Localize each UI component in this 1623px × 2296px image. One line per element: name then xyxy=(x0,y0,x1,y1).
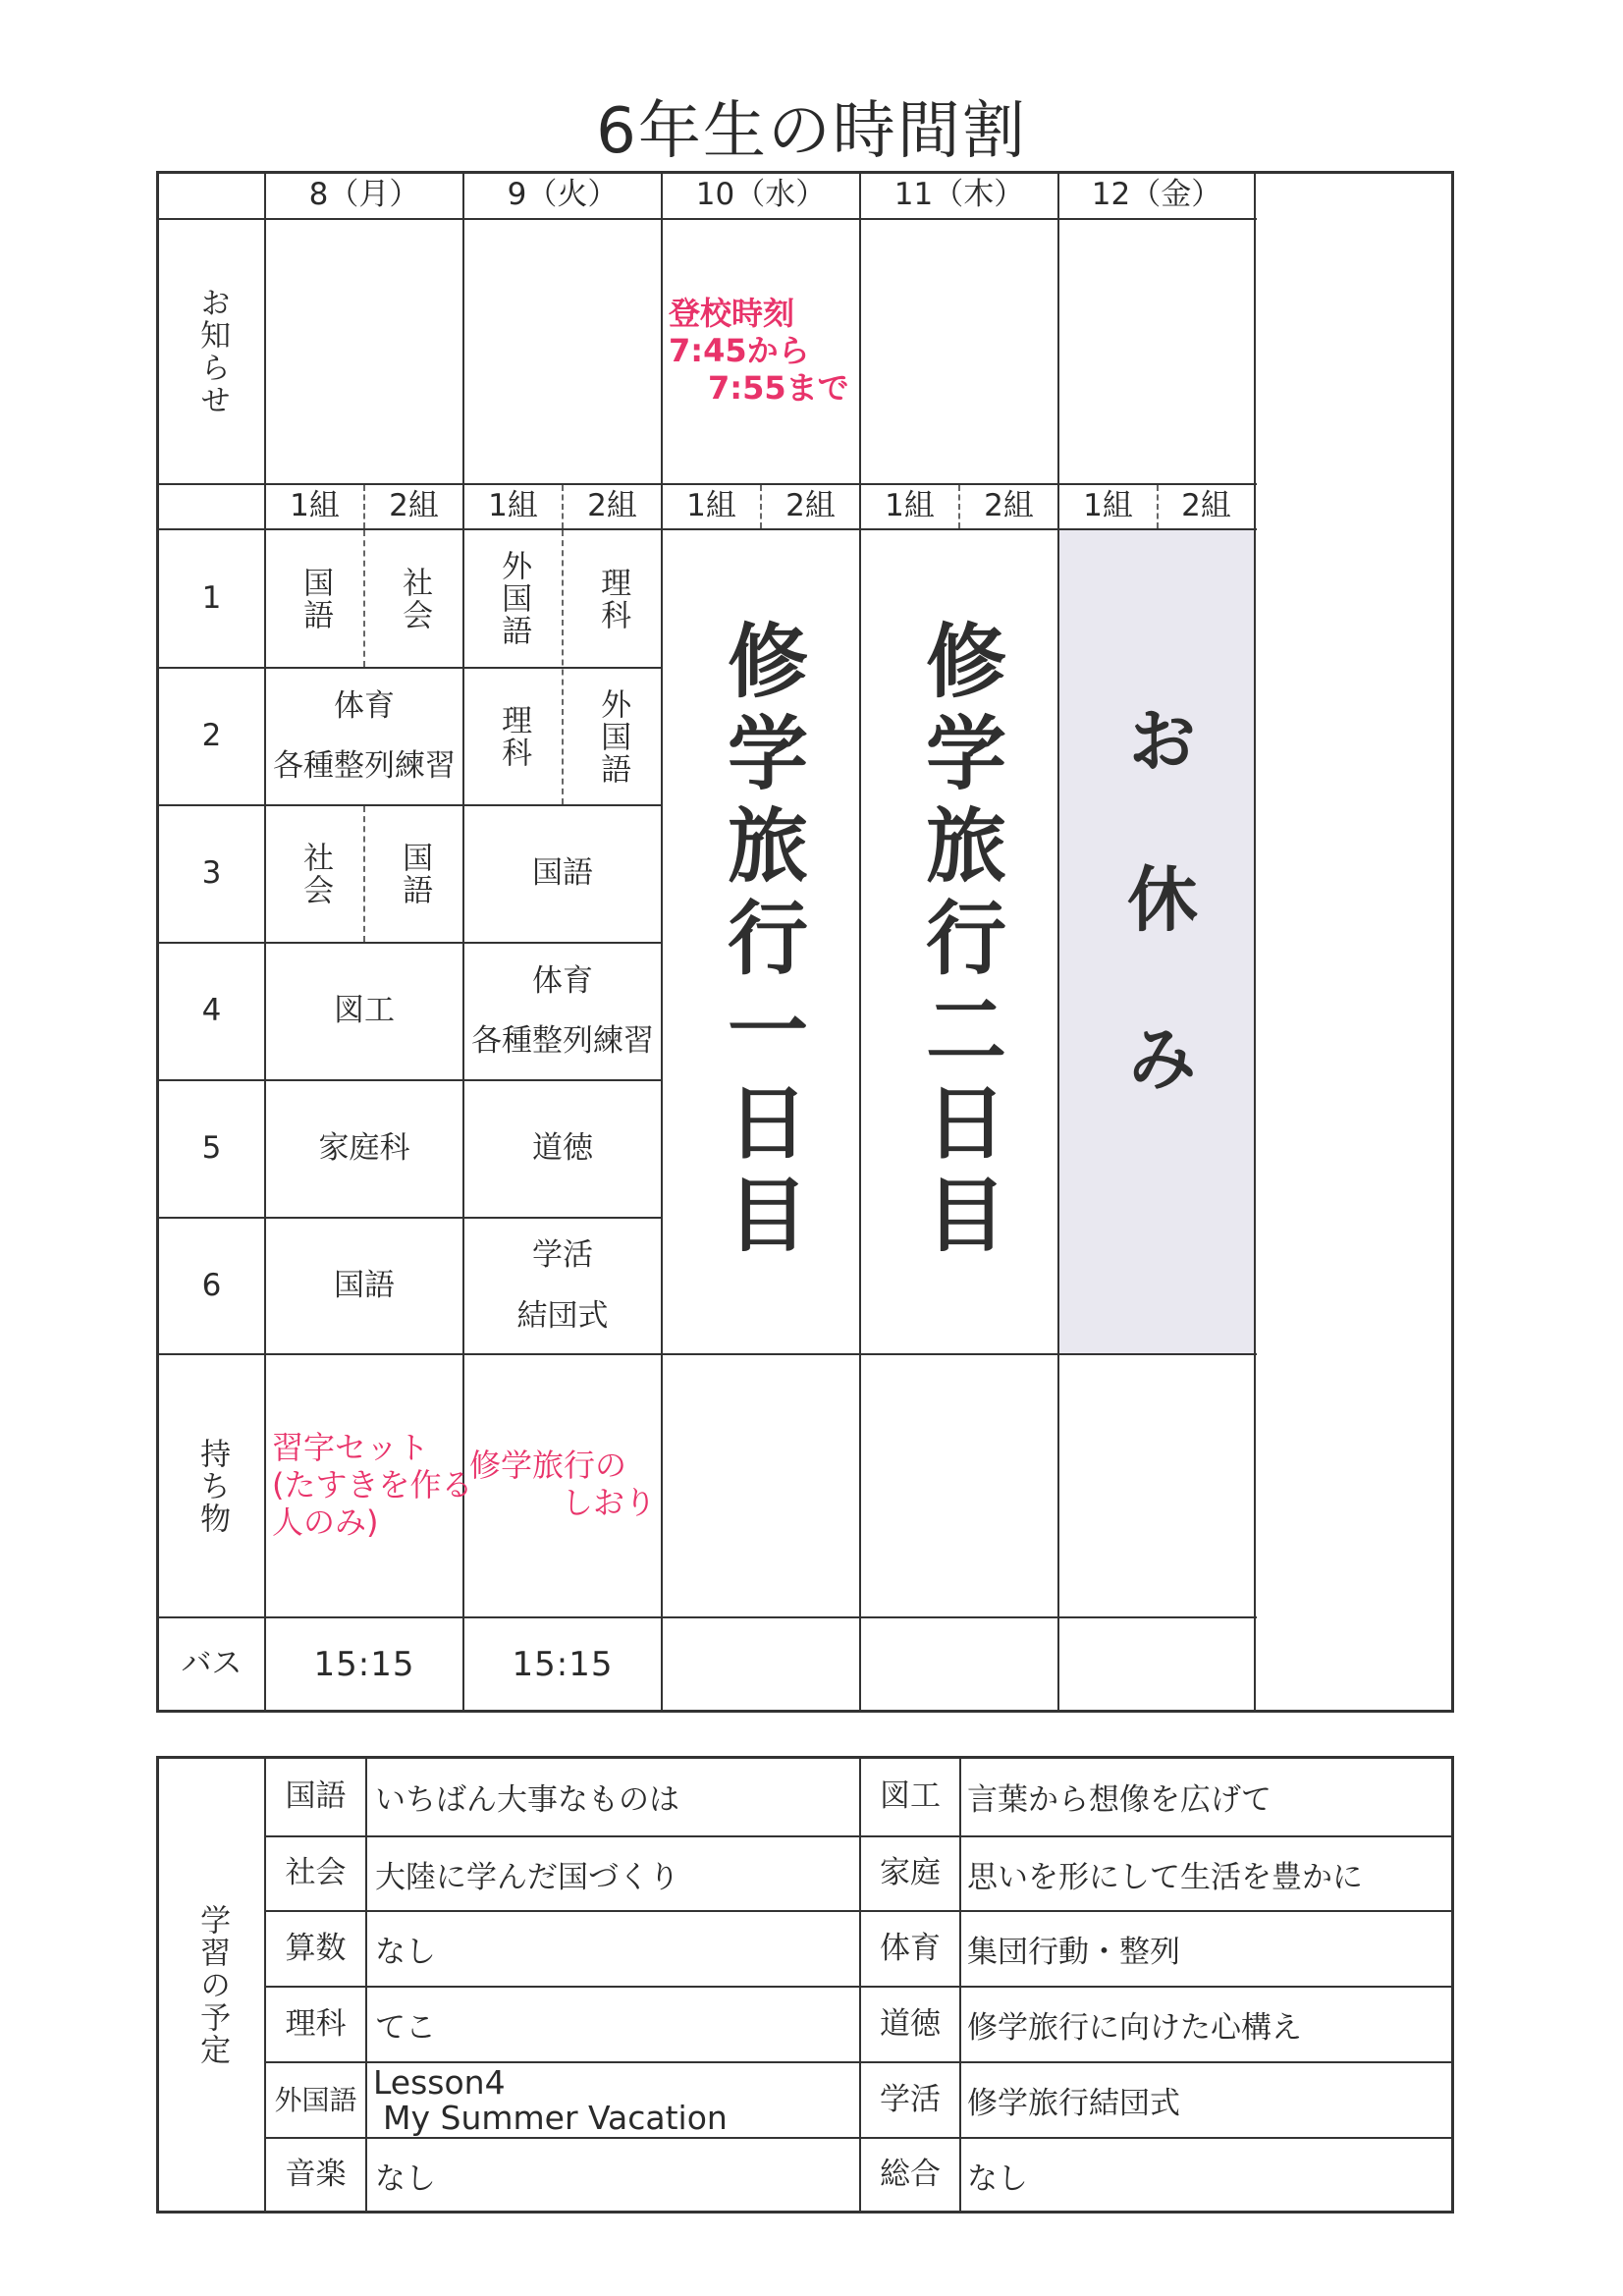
wed-trip-block xyxy=(663,530,859,1353)
belongings-mon xyxy=(272,1429,473,1541)
plan-text-right-4: 修学旅行に向けた心構え xyxy=(967,2010,1302,2046)
belongings-row-label: 持ち物 xyxy=(194,1437,231,1535)
class-label-thu-2: 2組 xyxy=(984,488,1034,524)
mon-p4: 図工 xyxy=(334,993,395,1029)
wed-trip-text: 修学旅行一日目 xyxy=(714,619,808,1265)
bus-time-tue: 15:15 xyxy=(512,1644,614,1684)
class-label-fri-2: 2組 xyxy=(1181,488,1231,524)
class-label-wed-2: 2組 xyxy=(785,488,836,524)
belongings-tue-line1: 修学旅行の xyxy=(469,1447,627,1484)
plan-subject-left-6: 音楽 xyxy=(285,2157,347,2193)
plan-subject-right-4: 道徳 xyxy=(880,2005,941,2042)
day-header-thu: 11（木） xyxy=(893,177,1025,213)
tue-p4 xyxy=(464,944,661,1079)
plan-text-left-2: 大陸に学んだ国づくり xyxy=(375,1859,679,1895)
mon-p2 xyxy=(266,669,462,804)
plan-heading: 学習の予定 xyxy=(194,1903,231,2066)
tue-p5: 道徳 xyxy=(532,1130,593,1167)
plan-subject-right-6: 総合 xyxy=(880,2157,941,2193)
period-label-3: 3 xyxy=(201,855,222,892)
plan-text-right-6: なし xyxy=(967,2160,1028,2197)
thu-trip-text: 修学旅行二日目 xyxy=(912,619,1006,1265)
plan-text-left-5 xyxy=(373,2063,854,2137)
plan-subject-left-3: 算数 xyxy=(285,1930,347,1966)
tue-p3: 国語 xyxy=(532,855,593,892)
period-label-5: 5 xyxy=(201,1130,222,1167)
plan-text-left-5-line2: My Summer Vacation xyxy=(383,2098,728,2137)
day-header-mon: 8（月） xyxy=(308,177,420,213)
plan-subject-left-1: 国語 xyxy=(285,1777,347,1814)
notice-wed-line2: 7:45から xyxy=(669,332,810,369)
day-header-fri: 12（金） xyxy=(1091,177,1222,213)
plan-text-left-5-line1: Lesson4 xyxy=(373,2062,506,2102)
tue-p4-line2: 各種整列練習 xyxy=(471,1023,654,1059)
bus-row-label: バス xyxy=(181,1646,243,1682)
plan-subject-right-2: 家庭 xyxy=(880,1855,941,1891)
day-header-wed: 10（水） xyxy=(695,177,827,213)
period-label-4: 4 xyxy=(201,993,222,1029)
tue-p6 xyxy=(464,1219,661,1353)
plan-text-right-2: 思いを形にして生活を豊かに xyxy=(967,1859,1363,1895)
belongings-mon-line3: 人のみ) xyxy=(272,1503,379,1541)
class-label-tue-1: 1組 xyxy=(488,488,538,524)
plan-text-left-1: いちばん大事なものは xyxy=(375,1782,679,1818)
plan-text-right-1: 言葉から想像を広げて xyxy=(967,1782,1271,1818)
class-label-wed-1: 1組 xyxy=(686,488,736,524)
tue-p1-class1: 外国語 xyxy=(496,550,532,647)
mon-p2-line2: 各種整列練習 xyxy=(273,748,456,784)
mon-p2-line1: 体育 xyxy=(334,687,395,724)
class-label-fri-1: 1組 xyxy=(1083,488,1133,524)
plan-text-right-3: 集団行動・整列 xyxy=(967,1935,1180,1970)
notice-wed xyxy=(669,295,859,407)
plan-subject-left-5: 外国語 xyxy=(274,2083,357,2116)
plan-text-right-5: 修学旅行結団式 xyxy=(967,2086,1180,2121)
page-title: 6年生の時間割 xyxy=(596,95,1027,168)
plan-text-left-6: なし xyxy=(375,2160,436,2197)
plan-text-left-3: なし xyxy=(375,1935,436,1970)
fri-holiday-block xyxy=(1059,530,1254,1353)
belongings-mon-line2: (たすきを作る xyxy=(272,1466,473,1503)
tue-p1-class2: 理科 xyxy=(595,566,631,631)
mon-p5: 家庭科 xyxy=(318,1130,410,1167)
tue-p4-line1: 体育 xyxy=(532,962,593,999)
tue-p2-class2: 外国語 xyxy=(595,687,631,786)
mon-p6: 国語 xyxy=(334,1267,395,1303)
plan-subject-right-5: 学活 xyxy=(880,2081,941,2117)
class-label-tue-2: 2組 xyxy=(587,488,637,524)
period-label-6: 6 xyxy=(201,1267,222,1303)
plan-subject-right-3: 体育 xyxy=(880,1930,941,1966)
tue-p6-line1: 学活 xyxy=(532,1237,593,1274)
notice-wed-line1: 登校時刻 xyxy=(669,295,795,332)
tue-p6-line2: 結団式 xyxy=(516,1297,609,1334)
mon-p3-class1: 社会 xyxy=(298,842,334,906)
class-label-mon-1: 1組 xyxy=(290,488,340,524)
fri-holiday-text: お休み xyxy=(1115,703,1198,1180)
period-label-2: 2 xyxy=(201,718,222,754)
belongings-tue-line2: しおり xyxy=(561,1484,656,1521)
mon-p1-class1: 国語 xyxy=(298,566,334,631)
belongings-tue xyxy=(469,1447,656,1521)
bus-time-mon: 15:15 xyxy=(313,1644,415,1684)
period-label-1: 1 xyxy=(201,579,222,616)
plan-subject-left-4: 理科 xyxy=(285,2005,347,2042)
notice-row-label: お知らせ xyxy=(194,287,231,416)
day-header-tue: 9（火） xyxy=(507,177,619,213)
plan-subject-left-2: 社会 xyxy=(285,1855,347,1891)
plan-text-left-4: てこ xyxy=(375,2010,436,2046)
thu-trip-block xyxy=(861,530,1057,1353)
tue-p2-class1: 理科 xyxy=(496,704,532,769)
class-label-mon-2: 2組 xyxy=(389,488,439,524)
notice-wed-line3: 7:55まで xyxy=(708,369,849,407)
belongings-mon-line1: 習字セット xyxy=(272,1429,430,1466)
mon-p1-class2: 社会 xyxy=(397,566,433,631)
class-label-thu-1: 1組 xyxy=(885,488,935,524)
plan-subject-right-1: 図工 xyxy=(880,1777,941,1814)
mon-p3-class2: 国語 xyxy=(397,842,433,906)
